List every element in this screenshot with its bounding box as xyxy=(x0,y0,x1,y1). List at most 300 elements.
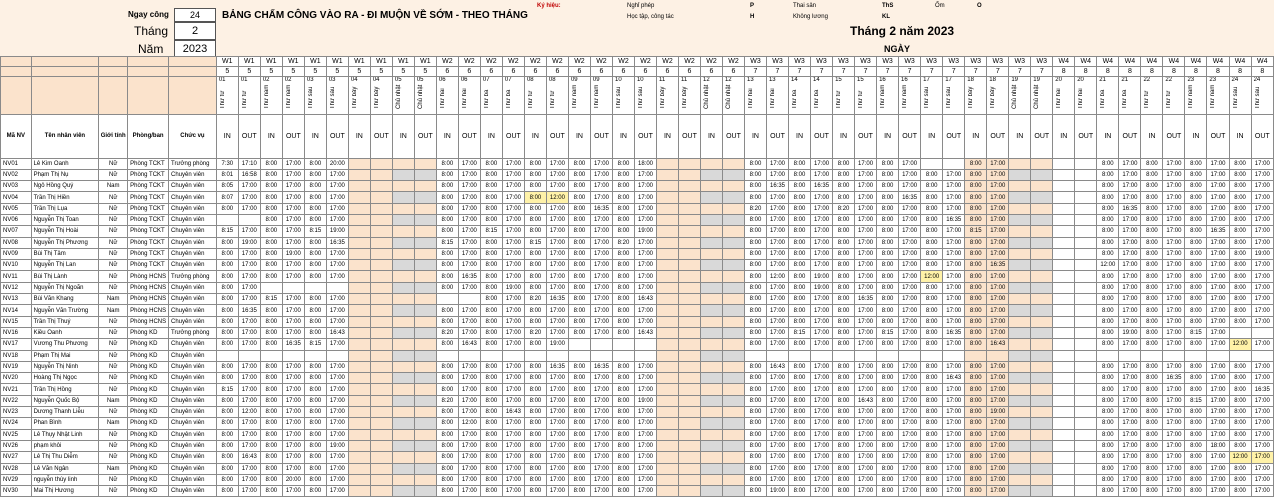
time-in-cell[interactable] xyxy=(657,181,679,192)
time-in-cell[interactable]: 8:00 xyxy=(436,181,458,192)
time-in-cell[interactable] xyxy=(348,248,370,259)
time-out-cell[interactable] xyxy=(414,463,436,474)
time-out-cell[interactable]: 17:00 xyxy=(766,203,788,214)
time-out-cell[interactable]: 17:00 xyxy=(546,384,568,395)
time-in-cell[interactable]: 8:00 xyxy=(745,452,767,463)
emp-id[interactable]: NV02 xyxy=(1,169,32,180)
time-out-cell[interactable] xyxy=(678,158,700,169)
emp-id[interactable]: NV16 xyxy=(1,327,32,338)
time-in-cell[interactable]: 8:00 xyxy=(1097,158,1119,169)
time-out-cell[interactable]: 17:00 xyxy=(943,395,965,406)
time-out-cell[interactable]: 17:00 xyxy=(502,486,524,497)
time-in-cell[interactable]: 8:00 xyxy=(524,407,546,418)
time-in-cell[interactable]: 8:00 xyxy=(304,260,326,271)
emp-sex[interactable]: Nữ xyxy=(99,248,128,259)
time-in-cell[interactable]: 8:00 xyxy=(568,452,590,463)
time-out-cell[interactable] xyxy=(370,452,392,463)
time-out-cell[interactable]: 17:00 xyxy=(1119,373,1141,384)
time-out-cell[interactable]: 17:00 xyxy=(326,395,348,406)
time-in-cell[interactable] xyxy=(657,305,679,316)
time-in-cell[interactable]: 8:00 xyxy=(1229,248,1251,259)
emp-sex[interactable]: Nữ xyxy=(99,373,128,384)
time-out-cell[interactable] xyxy=(1031,271,1053,282)
time-out-cell[interactable]: 17:00 xyxy=(987,237,1009,248)
time-in-cell[interactable]: 8:00 xyxy=(480,294,502,305)
time-in-cell[interactable]: 8:00 xyxy=(1185,373,1207,384)
time-in-cell[interactable]: 8:00 xyxy=(216,373,238,384)
time-in-cell[interactable]: 8:00 xyxy=(745,237,767,248)
time-out-cell[interactable] xyxy=(1031,294,1053,305)
time-out-cell[interactable]: 17:00 xyxy=(987,248,1009,259)
time-in-cell[interactable] xyxy=(701,486,723,497)
time-in-cell[interactable] xyxy=(657,429,679,440)
time-out-cell[interactable]: 17:00 xyxy=(766,373,788,384)
time-in-cell[interactable] xyxy=(1053,418,1075,429)
time-out-cell[interactable]: 17:00 xyxy=(1251,214,1273,225)
emp-sex[interactable]: Nữ xyxy=(99,282,128,293)
emp-name[interactable]: Lê Thụy Nhật Linh xyxy=(31,429,99,440)
time-in-cell[interactable] xyxy=(1009,339,1031,350)
time-out-cell[interactable] xyxy=(370,214,392,225)
emp-name[interactable]: Nguyễn Quốc Bộ xyxy=(31,395,99,406)
time-in-cell[interactable]: 8:00 xyxy=(216,294,238,305)
time-in-cell[interactable] xyxy=(1053,316,1075,327)
emp-dept[interactable]: Phòng HCNS xyxy=(128,316,169,327)
time-in-cell[interactable]: 8:00 xyxy=(568,305,590,316)
time-out-cell[interactable]: 17:00 xyxy=(766,237,788,248)
time-out-cell[interactable]: 19:00 xyxy=(502,282,524,293)
time-in-cell[interactable]: 8:00 xyxy=(436,384,458,395)
time-out-cell[interactable] xyxy=(678,169,700,180)
time-in-cell[interactable]: 8:00 xyxy=(260,384,282,395)
time-out-cell[interactable]: 17:00 xyxy=(282,158,304,169)
time-in-cell[interactable] xyxy=(568,350,590,361)
time-out-cell[interactable]: 16:35 xyxy=(282,339,304,350)
time-in-cell[interactable]: 8:00 xyxy=(789,316,811,327)
time-in-cell[interactable]: 8:00 xyxy=(833,260,855,271)
time-out-cell[interactable]: 17:00 xyxy=(810,260,832,271)
time-out-cell[interactable]: 17:00 xyxy=(590,316,612,327)
time-out-cell[interactable]: 17:00 xyxy=(546,260,568,271)
time-in-cell[interactable]: 8:00 xyxy=(304,452,326,463)
time-out-cell[interactable]: 17:00 xyxy=(1163,384,1185,395)
time-in-cell[interactable]: 8:00 xyxy=(304,181,326,192)
time-out-cell[interactable]: 12:00 xyxy=(458,418,480,429)
time-in-cell[interactable]: 8:00 xyxy=(921,452,943,463)
time-in-cell[interactable]: 8:00 xyxy=(304,248,326,259)
time-in-cell[interactable]: 8:00 xyxy=(877,305,899,316)
time-out-cell[interactable]: 17:00 xyxy=(590,452,612,463)
time-out-cell[interactable]: 16:35 xyxy=(1207,226,1229,237)
time-out-cell[interactable] xyxy=(414,350,436,361)
time-in-cell[interactable]: 8:00 xyxy=(1185,429,1207,440)
time-out-cell[interactable]: 17:00 xyxy=(855,305,877,316)
emp-role[interactable]: Chuyên viên xyxy=(169,237,217,248)
time-in-cell[interactable]: 8:00 xyxy=(260,203,282,214)
emp-role[interactable]: Trưởng phòng xyxy=(169,327,217,338)
time-out-cell[interactable] xyxy=(678,260,700,271)
time-in-cell[interactable] xyxy=(657,203,679,214)
time-out-cell[interactable]: 17:00 xyxy=(1163,407,1185,418)
emp-name[interactable]: Nguyễn Thị Ngoãn xyxy=(31,282,99,293)
time-in-cell[interactable]: 8:00 xyxy=(877,440,899,451)
time-in-cell[interactable] xyxy=(436,294,458,305)
time-out-cell[interactable]: 17:00 xyxy=(458,158,480,169)
time-out-cell[interactable] xyxy=(414,294,436,305)
time-out-cell[interactable]: 17:00 xyxy=(943,361,965,372)
time-in-cell[interactable]: 8:00 xyxy=(1229,474,1251,485)
time-out-cell[interactable]: 17:00 xyxy=(1207,384,1229,395)
time-out-cell[interactable] xyxy=(1031,463,1053,474)
time-out-cell[interactable]: 17:00 xyxy=(810,463,832,474)
time-in-cell[interactable]: 8:00 xyxy=(1097,474,1119,485)
time-in-cell[interactable]: 8:00 xyxy=(1097,169,1119,180)
time-in-cell[interactable]: 8:00 xyxy=(1097,486,1119,497)
time-out-cell[interactable]: 17:00 xyxy=(546,237,568,248)
time-in-cell[interactable]: 8:00 xyxy=(260,260,282,271)
time-out-cell[interactable]: 19:00 xyxy=(810,282,832,293)
emp-name[interactable]: Nguyễn Thị Toan xyxy=(31,214,99,225)
time-in-cell[interactable]: 8:00 xyxy=(833,361,855,372)
time-in-cell[interactable]: 8:00 xyxy=(1141,440,1163,451)
time-out-cell[interactable]: 17:00 xyxy=(458,237,480,248)
time-in-cell[interactable]: 8:00 xyxy=(833,418,855,429)
time-in-cell[interactable] xyxy=(392,169,414,180)
time-out-cell[interactable] xyxy=(414,440,436,451)
time-out-cell[interactable] xyxy=(722,440,744,451)
time-in-cell[interactable]: 8:00 xyxy=(877,248,899,259)
emp-name[interactable]: nguyễn thùy linh xyxy=(31,474,99,485)
time-in-cell[interactable] xyxy=(348,203,370,214)
time-out-cell[interactable]: 17:00 xyxy=(282,452,304,463)
emp-sex[interactable]: Nữ xyxy=(99,271,128,282)
time-out-cell[interactable]: 17:00 xyxy=(458,373,480,384)
time-in-cell[interactable]: 8:00 xyxy=(877,226,899,237)
time-out-cell[interactable]: 17:00 xyxy=(1207,214,1229,225)
time-out-cell[interactable]: 17:00 xyxy=(1163,440,1185,451)
time-in-cell[interactable] xyxy=(1053,203,1075,214)
time-in-cell[interactable] xyxy=(392,440,414,451)
time-in-cell[interactable]: 8:00 xyxy=(524,192,546,203)
time-in-cell[interactable]: 8:00 xyxy=(524,474,546,485)
time-in-cell[interactable]: 8:20 xyxy=(613,237,635,248)
time-out-cell[interactable]: 17:00 xyxy=(1119,305,1141,316)
time-in-cell[interactable] xyxy=(1009,158,1031,169)
time-out-cell[interactable]: 17:00 xyxy=(634,181,656,192)
time-in-cell[interactable]: 8:00 xyxy=(260,407,282,418)
time-out-cell[interactable]: 17:00 xyxy=(987,226,1009,237)
time-in-cell[interactable]: 8:00 xyxy=(965,260,987,271)
time-out-cell[interactable]: 17:00 xyxy=(899,452,921,463)
time-in-cell[interactable] xyxy=(1053,260,1075,271)
time-out-cell[interactable]: 17:00 xyxy=(899,214,921,225)
time-in-cell[interactable]: 8:00 xyxy=(1097,407,1119,418)
emp-sex[interactable]: Nữ xyxy=(99,339,128,350)
emp-name[interactable]: phạm khôi xyxy=(31,440,99,451)
time-out-cell[interactable]: 17:00 xyxy=(1251,339,1273,350)
time-in-cell[interactable] xyxy=(348,429,370,440)
emp-name[interactable]: Phạm Thị Nụ xyxy=(31,169,99,180)
time-in-cell[interactable]: 8:00 xyxy=(524,282,546,293)
time-in-cell[interactable]: 8:00 xyxy=(436,248,458,259)
time-in-cell[interactable]: 8:00 xyxy=(568,361,590,372)
time-in-cell[interactable]: 8:00 xyxy=(524,384,546,395)
time-out-cell[interactable]: 16:35 xyxy=(943,214,965,225)
time-in-cell[interactable]: 8:00 xyxy=(524,305,546,316)
time-out-cell[interactable] xyxy=(414,418,436,429)
emp-dept[interactable]: Phòng KD xyxy=(128,486,169,497)
time-out-cell[interactable]: 17:00 xyxy=(1251,429,1273,440)
time-in-cell[interactable] xyxy=(392,237,414,248)
time-out-cell[interactable] xyxy=(414,248,436,259)
time-in-cell[interactable] xyxy=(1053,305,1075,316)
time-in-cell[interactable]: 8:00 xyxy=(260,373,282,384)
time-out-cell[interactable] xyxy=(1075,316,1097,327)
time-out-cell[interactable]: 17:00 xyxy=(326,418,348,429)
time-out-cell[interactable]: 17:00 xyxy=(987,294,1009,305)
time-out-cell[interactable]: 17:00 xyxy=(634,203,656,214)
time-in-cell[interactable]: 8:00 xyxy=(216,463,238,474)
emp-role[interactable]: Chuyên viên xyxy=(169,361,217,372)
time-in-cell[interactable]: 8:00 xyxy=(833,429,855,440)
time-out-cell[interactable] xyxy=(1075,282,1097,293)
emp-name[interactable]: Vương Thu Phương xyxy=(31,339,99,350)
time-in-cell[interactable]: 8:00 xyxy=(524,248,546,259)
time-in-cell[interactable]: 8:00 xyxy=(745,486,767,497)
time-in-cell[interactable]: 8:00 xyxy=(436,214,458,225)
nam-value[interactable]: 2023 xyxy=(174,40,216,58)
time-in-cell[interactable]: 8:00 xyxy=(877,181,899,192)
time-out-cell[interactable]: 17:00 xyxy=(810,203,832,214)
time-out-cell[interactable]: 17:00 xyxy=(810,418,832,429)
time-out-cell[interactable] xyxy=(678,440,700,451)
time-in-cell[interactable]: 8:00 xyxy=(833,384,855,395)
time-in-cell[interactable] xyxy=(701,373,723,384)
emp-sex[interactable]: Nữ xyxy=(99,226,128,237)
time-in-cell[interactable]: 8:00 xyxy=(613,226,635,237)
time-out-cell[interactable]: 17:00 xyxy=(590,305,612,316)
time-out-cell[interactable]: 19:00 xyxy=(766,486,788,497)
time-out-cell[interactable]: 17:00 xyxy=(855,203,877,214)
time-in-cell[interactable] xyxy=(789,350,811,361)
emp-id[interactable]: NV04 xyxy=(1,192,32,203)
time-in-cell[interactable] xyxy=(1009,226,1031,237)
time-in-cell[interactable]: 8:00 xyxy=(613,474,635,485)
time-out-cell[interactable]: 17:00 xyxy=(326,181,348,192)
time-in-cell[interactable]: 8:00 xyxy=(745,407,767,418)
time-in-cell[interactable]: 8:00 xyxy=(524,452,546,463)
time-out-cell[interactable]: 17:00 xyxy=(1119,271,1141,282)
time-out-cell[interactable]: 17:00 xyxy=(326,305,348,316)
time-in-cell[interactable]: 8:00 xyxy=(877,395,899,406)
time-out-cell[interactable]: 17:00 xyxy=(458,429,480,440)
time-in-cell[interactable]: 8:00 xyxy=(304,429,326,440)
time-in-cell[interactable]: 8:00 xyxy=(921,463,943,474)
time-in-cell[interactable] xyxy=(701,294,723,305)
time-in-cell[interactable] xyxy=(1053,181,1075,192)
time-out-cell[interactable] xyxy=(1251,327,1273,338)
time-out-cell[interactable] xyxy=(722,237,744,248)
time-in-cell[interactable] xyxy=(877,350,899,361)
time-out-cell[interactable] xyxy=(414,373,436,384)
time-out-cell[interactable] xyxy=(370,271,392,282)
time-out-cell[interactable]: 17:00 xyxy=(590,384,612,395)
time-in-cell[interactable]: 8:00 xyxy=(480,452,502,463)
time-in-cell[interactable] xyxy=(348,192,370,203)
time-out-cell[interactable] xyxy=(810,350,832,361)
time-out-cell[interactable]: 17:00 xyxy=(855,452,877,463)
time-out-cell[interactable]: 17:00 xyxy=(810,429,832,440)
time-out-cell[interactable]: 17:00 xyxy=(899,339,921,350)
time-out-cell[interactable]: 17:00 xyxy=(634,192,656,203)
time-in-cell[interactable]: 8:00 xyxy=(921,248,943,259)
time-out-cell[interactable] xyxy=(678,327,700,338)
time-in-cell[interactable]: 8:00 xyxy=(524,203,546,214)
time-in-cell[interactable]: 8:00 xyxy=(304,169,326,180)
time-out-cell[interactable]: 17:00 xyxy=(634,282,656,293)
time-out-cell[interactable]: 17:00 xyxy=(634,214,656,225)
time-out-cell[interactable] xyxy=(458,294,480,305)
emp-id[interactable]: NV21 xyxy=(1,384,32,395)
emp-sex[interactable]: Nam xyxy=(99,305,128,316)
time-out-cell[interactable] xyxy=(414,395,436,406)
time-in-cell[interactable]: 8:00 xyxy=(524,181,546,192)
time-out-cell[interactable]: 17:00 xyxy=(590,214,612,225)
time-in-cell[interactable] xyxy=(657,192,679,203)
time-out-cell[interactable]: 17:00 xyxy=(810,384,832,395)
time-out-cell[interactable]: 17:00 xyxy=(634,429,656,440)
time-in-cell[interactable] xyxy=(701,169,723,180)
time-out-cell[interactable]: 17:00 xyxy=(1119,158,1141,169)
time-out-cell[interactable]: 17:00 xyxy=(855,248,877,259)
time-in-cell[interactable]: 12:00 xyxy=(1229,339,1251,350)
time-in-cell[interactable]: 8:00 xyxy=(260,395,282,406)
time-out-cell[interactable]: 17:00 xyxy=(855,486,877,497)
time-out-cell[interactable] xyxy=(1031,407,1053,418)
time-in-cell[interactable]: 8:00 xyxy=(1229,181,1251,192)
time-out-cell[interactable]: 17:00 xyxy=(502,305,524,316)
time-in-cell[interactable]: 8:00 xyxy=(877,192,899,203)
time-out-cell[interactable]: 17:00 xyxy=(238,203,260,214)
time-out-cell[interactable] xyxy=(722,452,744,463)
time-out-cell[interactable] xyxy=(678,452,700,463)
emp-role[interactable]: Chuyên viên xyxy=(169,316,217,327)
time-out-cell[interactable]: 17:00 xyxy=(458,463,480,474)
time-in-cell[interactable] xyxy=(392,327,414,338)
time-in-cell[interactable]: 8:00 xyxy=(789,169,811,180)
time-out-cell[interactable] xyxy=(414,158,436,169)
emp-role[interactable]: Chuyên viên xyxy=(169,181,217,192)
time-in-cell[interactable]: 8:00 xyxy=(833,316,855,327)
time-out-cell[interactable] xyxy=(722,294,744,305)
time-out-cell[interactable] xyxy=(414,260,436,271)
time-in-cell[interactable]: 8:00 xyxy=(304,158,326,169)
time-out-cell[interactable]: 17:00 xyxy=(546,452,568,463)
time-in-cell[interactable]: 8:00 xyxy=(745,214,767,225)
time-in-cell[interactable]: 8:00 xyxy=(745,294,767,305)
time-out-cell[interactable]: 17:00 xyxy=(810,305,832,316)
time-out-cell[interactable]: 17:00 xyxy=(1251,305,1273,316)
time-out-cell[interactable]: 17:00 xyxy=(1119,294,1141,305)
time-in-cell[interactable]: 8:00 xyxy=(216,271,238,282)
time-in-cell[interactable]: 8:00 xyxy=(921,181,943,192)
time-in-cell[interactable] xyxy=(392,214,414,225)
time-in-cell[interactable]: 8:00 xyxy=(1229,418,1251,429)
time-out-cell[interactable]: 19:00 xyxy=(282,248,304,259)
time-in-cell[interactable]: 8:00 xyxy=(1097,463,1119,474)
time-out-cell[interactable] xyxy=(1075,271,1097,282)
time-out-cell[interactable]: 17:00 xyxy=(810,440,832,451)
time-in-cell[interactable]: 8:00 xyxy=(260,361,282,372)
time-in-cell[interactable]: 8:00 xyxy=(260,429,282,440)
time-in-cell[interactable]: 8:00 xyxy=(965,486,987,497)
time-out-cell[interactable]: 17:00 xyxy=(1207,305,1229,316)
time-in-cell[interactable] xyxy=(1053,169,1075,180)
time-out-cell[interactable] xyxy=(634,339,656,350)
time-in-cell[interactable]: 8:00 xyxy=(789,214,811,225)
time-in-cell[interactable]: 8:00 xyxy=(613,158,635,169)
emp-id[interactable]: NV25 xyxy=(1,429,32,440)
time-out-cell[interactable] xyxy=(370,203,392,214)
time-in-cell[interactable]: 12:00 xyxy=(1229,452,1251,463)
time-out-cell[interactable]: 17:00 xyxy=(810,339,832,350)
time-out-cell[interactable]: 17:00 xyxy=(1119,440,1141,451)
time-out-cell[interactable]: 17:00 xyxy=(1119,192,1141,203)
time-out-cell[interactable]: 17:00 xyxy=(943,316,965,327)
time-out-cell[interactable]: 16:43 xyxy=(238,452,260,463)
time-in-cell[interactable]: 8:00 xyxy=(480,158,502,169)
time-out-cell[interactable]: 17:00 xyxy=(458,260,480,271)
time-in-cell[interactable]: 8:00 xyxy=(745,248,767,259)
time-out-cell[interactable] xyxy=(678,486,700,497)
time-out-cell[interactable]: 17:00 xyxy=(1119,384,1141,395)
time-in-cell[interactable] xyxy=(1053,429,1075,440)
time-in-cell[interactable]: 8:00 xyxy=(613,440,635,451)
time-in-cell[interactable] xyxy=(1053,440,1075,451)
emp-id[interactable]: NV12 xyxy=(1,282,32,293)
emp-id[interactable]: NV13 xyxy=(1,294,32,305)
time-out-cell[interactable] xyxy=(1075,395,1097,406)
time-out-cell[interactable]: 17:00 xyxy=(326,452,348,463)
time-out-cell[interactable] xyxy=(414,226,436,237)
time-in-cell[interactable]: 8:00 xyxy=(524,158,546,169)
emp-dept[interactable]: Phòng KD xyxy=(128,327,169,338)
time-in-cell[interactable]: 8:00 xyxy=(833,294,855,305)
time-in-cell[interactable]: 8:00 xyxy=(965,327,987,338)
time-out-cell[interactable]: 17:00 xyxy=(810,237,832,248)
emp-dept[interactable]: Phòng KD xyxy=(128,418,169,429)
time-in-cell[interactable]: 8:00 xyxy=(1141,282,1163,293)
time-in-cell[interactable] xyxy=(657,294,679,305)
emp-role[interactable]: Chuyên viên xyxy=(169,373,217,384)
time-out-cell[interactable] xyxy=(414,407,436,418)
time-in-cell[interactable] xyxy=(701,192,723,203)
time-out-cell[interactable]: 17:00 xyxy=(1119,260,1141,271)
time-in-cell[interactable]: 8:00 xyxy=(304,395,326,406)
time-in-cell[interactable]: 8:00 xyxy=(921,407,943,418)
time-out-cell[interactable]: 17:00 xyxy=(238,271,260,282)
time-out-cell[interactable]: 17:00 xyxy=(1119,395,1141,406)
time-out-cell[interactable]: 17:00 xyxy=(1119,282,1141,293)
time-out-cell[interactable]: 17:00 xyxy=(766,294,788,305)
time-in-cell[interactable]: 8:00 xyxy=(613,384,635,395)
time-out-cell[interactable]: 18:00 xyxy=(1207,440,1229,451)
time-out-cell[interactable]: 17:00 xyxy=(766,214,788,225)
time-out-cell[interactable] xyxy=(414,339,436,350)
time-in-cell[interactable]: 8:00 xyxy=(921,226,943,237)
time-in-cell[interactable]: 8:00 xyxy=(260,158,282,169)
time-in-cell[interactable]: 8:00 xyxy=(1229,361,1251,372)
